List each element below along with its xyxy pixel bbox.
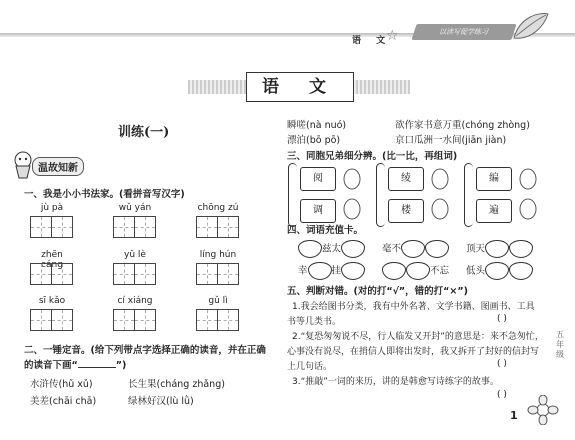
writing-grid[interactable] xyxy=(196,263,238,285)
rabbit-icon xyxy=(514,165,542,223)
reading-item[interactable]: 绿林好汉(lù lǜ) xyxy=(128,396,194,407)
writing-grid[interactable] xyxy=(30,263,72,285)
writing-grid[interactable] xyxy=(30,216,72,238)
reading-item[interactable]: 漂泊(bō pō) xyxy=(287,135,341,146)
reading-item[interactable]: 瞬嗟(nà nuó) xyxy=(287,120,347,131)
judge-line: 书等几类书。 xyxy=(287,317,342,327)
idiom-row xyxy=(382,262,449,280)
idiom-row xyxy=(298,240,365,258)
section3-heading: 三、同胞兄弟细分辨。(比一比，再组词) xyxy=(287,151,458,162)
review-badge xyxy=(12,150,122,180)
idiom-row xyxy=(466,240,533,258)
pinyin-label: cí xiáng xyxy=(117,296,153,306)
underline-sample xyxy=(78,367,116,368)
reading-item[interactable]: 京口瓜洲一水间(jiān jiàn) xyxy=(395,135,507,146)
writing-grid[interactable] xyxy=(113,263,155,285)
title-band xyxy=(188,72,410,102)
writing-grid[interactable] xyxy=(113,309,155,331)
section2-heading: 二、一锤定音。(给下列带点字选择正确的读音，并在正确 xyxy=(24,345,266,356)
pinyin-label: jù pà xyxy=(40,203,64,213)
char-box: 楼 xyxy=(388,199,424,223)
char-box: 遍 xyxy=(476,199,512,223)
idiom-fragment: 不忘 xyxy=(430,265,450,277)
mascot-icon xyxy=(12,150,34,180)
judge-line: 3.“推敲”一词的来历，讲的是韩愈写诗练字的故事。 xyxy=(292,377,499,387)
writing-grid[interactable] xyxy=(196,216,238,238)
section2-heading-b: ”) xyxy=(115,360,127,371)
idiom-row xyxy=(298,262,365,280)
header-subject: 语 文 xyxy=(352,36,392,46)
writing-grid[interactable] xyxy=(196,309,238,331)
compare-group xyxy=(464,163,548,227)
idiom-fragment: 毫不 xyxy=(382,243,402,255)
reading-item[interactable]: 欲作家书意万重(chóng zhòng) xyxy=(395,120,530,131)
header-badge: 以读写促学练习 xyxy=(411,24,516,40)
idiom-fragment: 兹太 xyxy=(322,243,342,255)
char-box: 编 xyxy=(476,167,512,191)
idiom-fragment: 顶天 xyxy=(466,243,486,255)
leaf-icon xyxy=(510,10,550,42)
flower-icon xyxy=(525,395,561,425)
pinyin-label: wǔ yán xyxy=(118,203,152,213)
pinyin-label: yǔ lè xyxy=(124,250,146,260)
review-label: 温故知新 xyxy=(32,157,84,176)
pinyin-label: líng hún xyxy=(199,250,237,260)
char-box: 绫 xyxy=(388,167,424,191)
idiom-fragment: 挂 xyxy=(331,265,342,277)
answer-paren[interactable]: ( ) xyxy=(497,390,507,400)
judge-line: 心事没有说尽，在捎信人即将出发时，我又拆开了封好的信封写 xyxy=(287,347,540,357)
reading-item[interactable]: 水浒传(hǔ xǔ) xyxy=(30,379,93,390)
rabbit-icon xyxy=(338,165,366,223)
char-box: 调 xyxy=(300,199,336,223)
pinyin-label: zhēn cáng xyxy=(41,250,63,270)
char-box: 阅 xyxy=(300,167,336,191)
section2-heading-a: 的读音下画“ xyxy=(24,360,78,371)
writing-grid[interactable] xyxy=(30,309,72,331)
pinyin-label: sī kǎo xyxy=(38,296,66,306)
answer-paren[interactable]: ( ) xyxy=(497,314,507,324)
rabbit-icon xyxy=(426,165,454,223)
pinyin-label: gǔ lì xyxy=(208,296,228,306)
compare-group xyxy=(288,163,372,227)
writing-grid[interactable] xyxy=(113,216,155,238)
lesson-title: 训练(一) xyxy=(118,125,170,140)
section2-heading-cont xyxy=(24,357,126,371)
idiom-row xyxy=(382,240,449,258)
answer-paren[interactable]: ( ) xyxy=(497,359,507,369)
idiom-row xyxy=(466,262,533,280)
idiom-fragment: 低头 xyxy=(466,265,486,277)
section4-heading: 四、词语充值卡。 xyxy=(287,225,364,236)
idiom-fragment: 幸 xyxy=(298,265,308,277)
reading-item[interactable]: 长生果(cháng zhǎng) xyxy=(128,379,225,390)
pinyin-label: chōng zú xyxy=(197,203,239,213)
reading-item[interactable]: 美差(chāi chā) xyxy=(30,396,97,407)
side-label: 五年级 xyxy=(556,330,564,359)
judge-line: 上几句话。 xyxy=(287,362,333,372)
page-title: 语 文 xyxy=(246,72,354,102)
section5-heading: 五、判断对错。(对的打“√”，错的打“×”) xyxy=(287,286,468,297)
compare-group xyxy=(376,163,460,227)
page-number: 1 xyxy=(510,409,518,422)
section1-heading: 一、我是小小书法家。(看拼音写汉字) xyxy=(24,189,185,200)
judge-line: 2.“复恐匆匆说不尽，行人临发又开封”的意思是：来不急匆忙， xyxy=(292,332,544,342)
judge-line: 1.我会给图书分类，我有中外名著、文学书籍、图画书、工具 xyxy=(292,302,535,312)
star-icon: ☆ xyxy=(386,28,399,44)
